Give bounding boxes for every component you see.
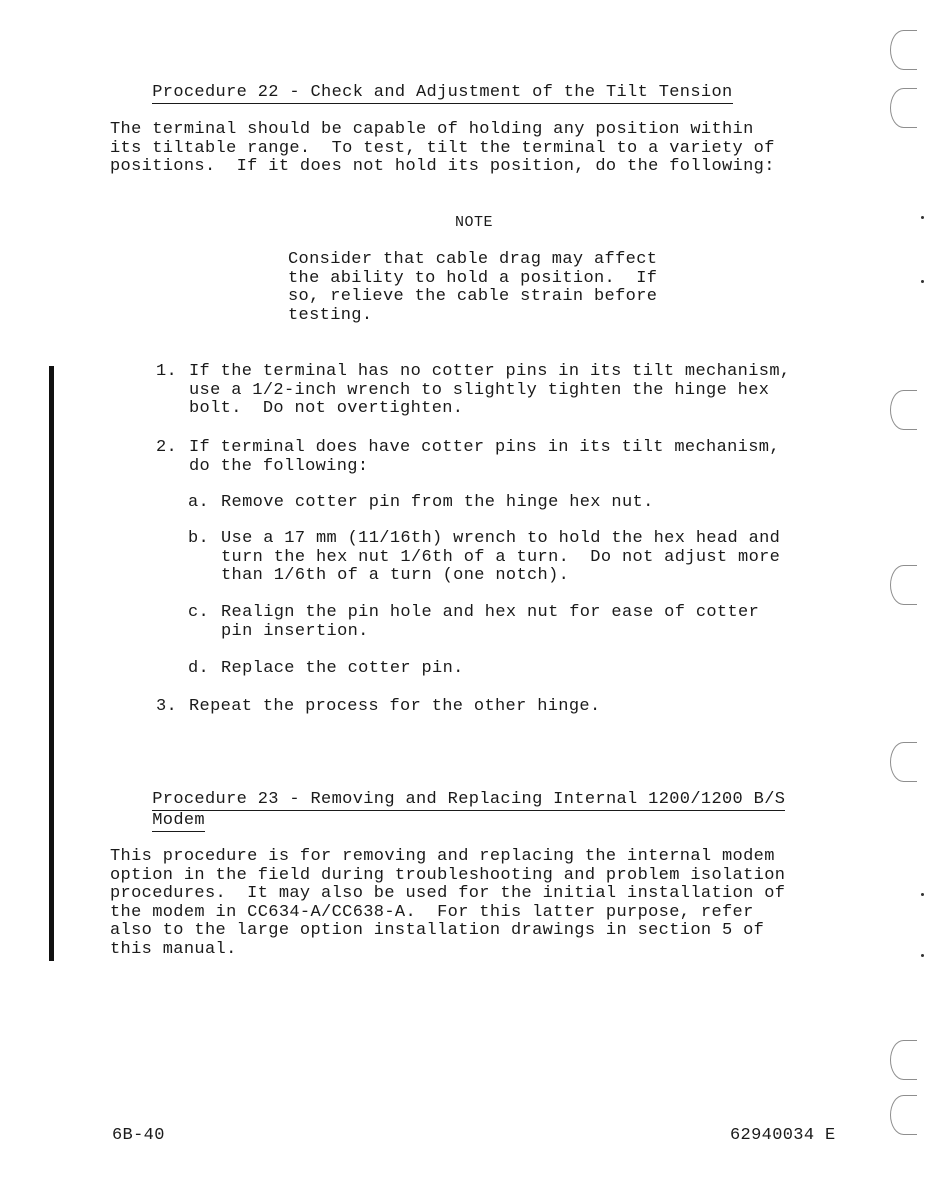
step-text: If the terminal has no cotter pins in its tilt mechanism, use a 1/2-inch wrench to slightly tighten the hinge hex bolt. Do not overtighten. bbox=[189, 362, 791, 419]
speck bbox=[921, 216, 924, 219]
document-number: 62940034 E bbox=[730, 1126, 836, 1145]
substep-letter: c. bbox=[188, 603, 210, 622]
step-number: 1. bbox=[156, 362, 178, 381]
page-number: 6B-40 bbox=[112, 1126, 165, 1145]
binder-hole-mark bbox=[890, 390, 917, 430]
procedure-23-body: This procedure is for removing and replacing the internal modem option in the field during troubleshooting and problem isolation procedures. It may also be used for the initial installation of the modem in CC634-A/CC638-A. For this latter purpose, refer also to the large option installation drawings in section 5 of this manual. bbox=[110, 847, 786, 959]
binder-hole-mark bbox=[890, 30, 917, 70]
procedure-22-heading: Procedure 22 - Check and Adjustment of the Tilt Tension bbox=[152, 82, 733, 102]
procedure-23-heading-cont: Modem bbox=[152, 810, 205, 830]
step-number: 3. bbox=[156, 697, 178, 716]
note-body: Consider that cable drag may affect the ability to hold a position. If so, relieve the cable strain before testing. bbox=[288, 250, 658, 325]
substep-text: Remove cotter pin from the hinge hex nut. bbox=[221, 493, 654, 512]
speck bbox=[921, 893, 924, 896]
substep-letter: a. bbox=[188, 493, 210, 512]
substep-letter: b. bbox=[188, 529, 210, 548]
change-bar bbox=[49, 366, 54, 961]
substep-text: Replace the cotter pin. bbox=[221, 659, 464, 678]
substep-text: Realign the pin hole and hex nut for ease of cotter pin insertion. bbox=[221, 603, 760, 641]
step-number: 2. bbox=[156, 438, 178, 457]
step-text: If terminal does have cotter pins in its tilt mechanism, do the following: bbox=[189, 438, 780, 476]
binder-hole-mark bbox=[890, 88, 917, 128]
substep-text: Use a 17 mm (11/16th) wrench to hold the hex head and turn the hex nut 1/6th of a turn. Do not adjust more than 1/6th of a turn (one notch). bbox=[221, 529, 781, 586]
substep-letter: d. bbox=[188, 659, 210, 678]
binder-hole-mark bbox=[890, 565, 917, 605]
speck bbox=[921, 280, 924, 283]
binder-hole-mark bbox=[890, 1095, 917, 1135]
binder-hole-mark bbox=[890, 742, 917, 782]
note-title: NOTE bbox=[455, 214, 494, 231]
speck bbox=[921, 954, 924, 957]
procedure-22-intro: The terminal should be capable of holding any position within its tiltable range. To test, tilt the terminal to a variety of positions. If it does not hold its position, do the following: bbox=[110, 120, 775, 177]
procedure-23-heading: Procedure 23 - Removing and Replacing Internal 1200/1200 B/S bbox=[152, 789, 786, 809]
binder-hole-mark bbox=[890, 1040, 917, 1080]
step-text: Repeat the process for the other hinge. bbox=[189, 697, 601, 716]
